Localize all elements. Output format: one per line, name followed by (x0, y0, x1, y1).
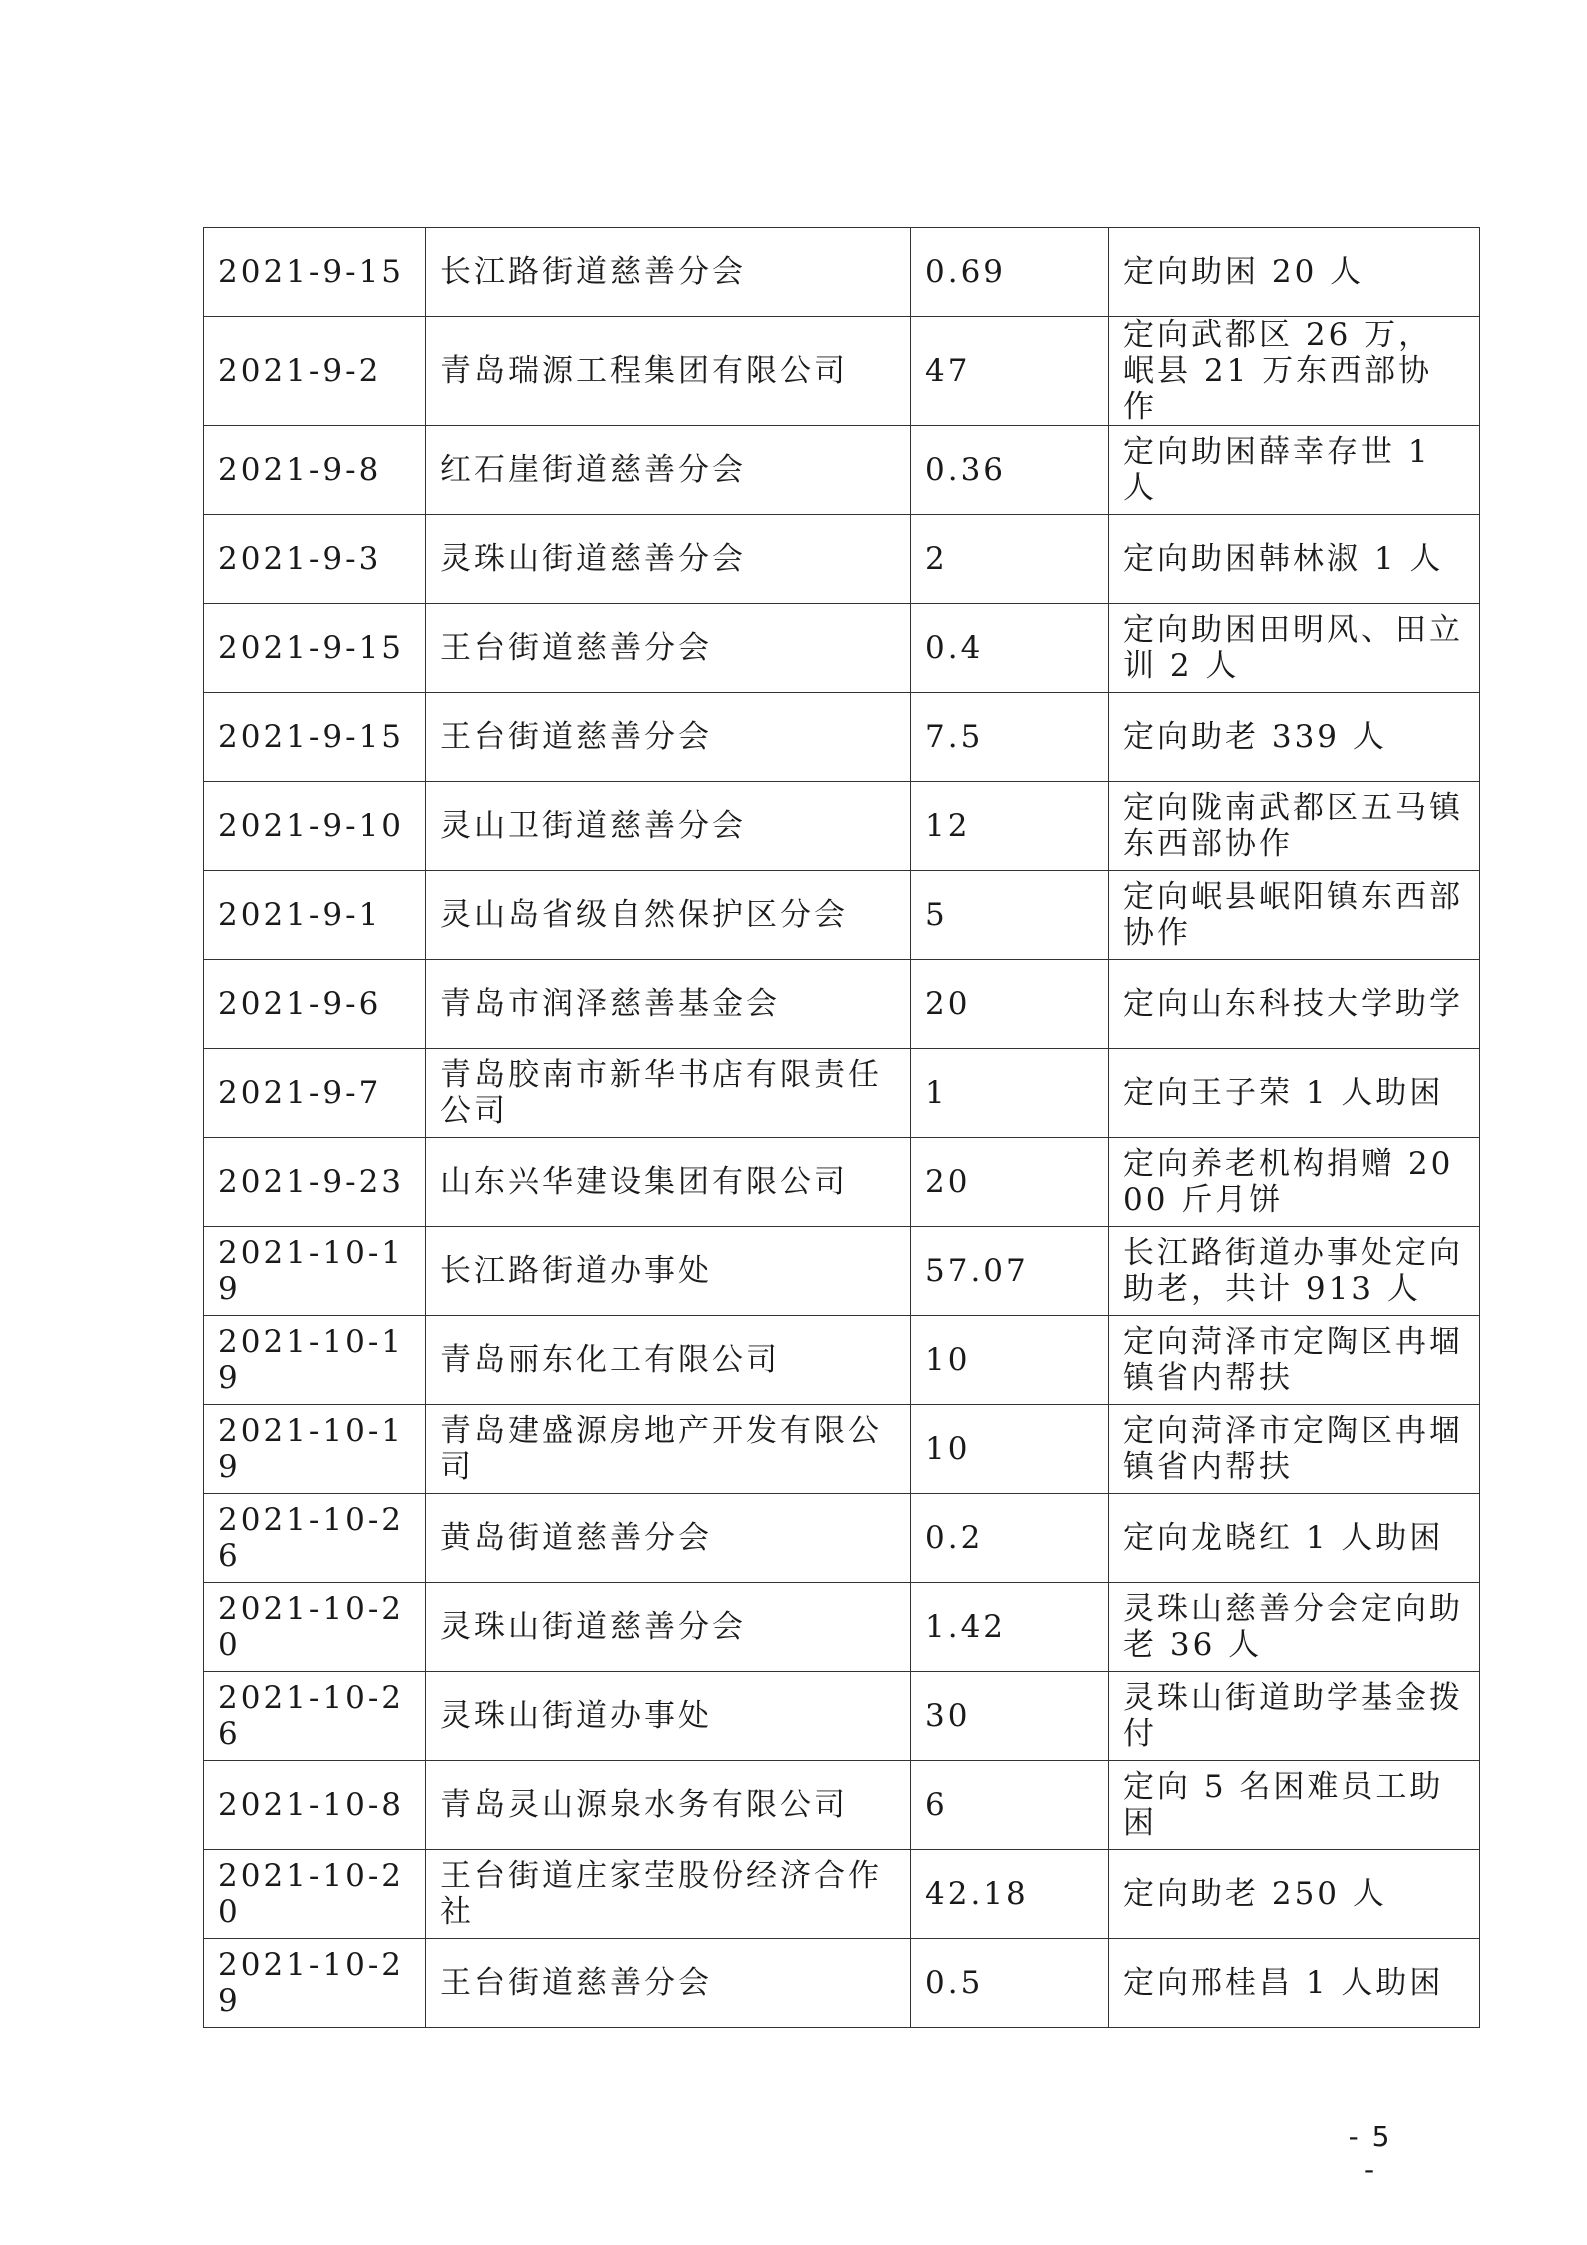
donor-cell: 灵山岛省级自然保护区分会 (426, 871, 911, 960)
date-cell: 2021-10-19 (204, 1405, 426, 1494)
purpose-cell: 定向王子荣 1 人助困 (1109, 1049, 1480, 1138)
amount-cell: 1.42 (911, 1583, 1109, 1672)
table-row (204, 515, 1480, 604)
date-cell: 2021-9-10 (204, 782, 426, 871)
page-number: - 5 - (1348, 2120, 1392, 2186)
table-row (204, 426, 1480, 515)
table-row (204, 1138, 1480, 1227)
donor-cell: 长江路街道办事处 (426, 1227, 911, 1316)
purpose-cell: 长江路街道办事处定向助老，共计 913 人 (1109, 1227, 1480, 1316)
date-cell: 2021-10-19 (204, 1316, 426, 1405)
donor-cell: 灵珠山街道慈善分会 (426, 1583, 911, 1672)
table-row (204, 1405, 1480, 1494)
date-cell: 2021-10-26 (204, 1494, 426, 1583)
amount-cell: 42.18 (911, 1850, 1109, 1939)
purpose-cell: 定向助困 20 人 (1109, 228, 1480, 317)
table-row (204, 1939, 1480, 2028)
donor-cell: 青岛胶南市新华书店有限责任公司 (426, 1049, 911, 1138)
purpose-cell: 定向菏泽市定陶区冉堌镇省内帮扶 (1109, 1316, 1480, 1405)
donor-cell: 青岛市润泽慈善基金会 (426, 960, 911, 1049)
table-row (204, 1672, 1480, 1761)
amount-cell: 6 (911, 1761, 1109, 1850)
donor-cell: 青岛瑞源工程集团有限公司 (426, 317, 911, 426)
purpose-cell: 定向助老 250 人 (1109, 1850, 1480, 1939)
amount-cell: 0.36 (911, 426, 1109, 515)
amount-cell: 20 (911, 960, 1109, 1049)
amount-cell: 20 (911, 1138, 1109, 1227)
purpose-cell: 定向陇南武都区五马镇东西部协作 (1109, 782, 1480, 871)
purpose-cell: 灵珠山慈善分会定向助老 36 人 (1109, 1583, 1480, 1672)
table-row (204, 1227, 1480, 1316)
date-cell: 2021-10-26 (204, 1672, 426, 1761)
donor-cell: 红石崖街道慈善分会 (426, 426, 911, 515)
purpose-cell: 定向邢桂昌 1 人助困 (1109, 1939, 1480, 2028)
donor-cell: 青岛灵山源泉水务有限公司 (426, 1761, 911, 1850)
donor-cell: 王台街道慈善分会 (426, 1939, 911, 2028)
table-row (204, 1049, 1480, 1138)
amount-cell: 10 (911, 1405, 1109, 1494)
amount-cell: 5 (911, 871, 1109, 960)
date-cell: 2021-9-23 (204, 1138, 426, 1227)
amount-cell: 0.5 (911, 1939, 1109, 2028)
amount-cell: 10 (911, 1316, 1109, 1405)
donor-cell: 青岛丽东化工有限公司 (426, 1316, 911, 1405)
donation-table-body (204, 228, 1480, 2028)
table-row (204, 604, 1480, 693)
table-row (204, 1583, 1480, 1672)
purpose-cell: 定向武都区 26 万，岷县 21 万东西部协作 (1109, 317, 1480, 426)
table-row (204, 1850, 1480, 1939)
donor-cell: 黄岛街道慈善分会 (426, 1494, 911, 1583)
purpose-cell: 定向岷县岷阳镇东西部协作 (1109, 871, 1480, 960)
amount-cell: 0.2 (911, 1494, 1109, 1583)
amount-cell: 30 (911, 1672, 1109, 1761)
date-cell: 2021-10-8 (204, 1761, 426, 1850)
purpose-cell: 灵珠山街道助学基金拨付 (1109, 1672, 1480, 1761)
donor-cell: 王台街道慈善分会 (426, 693, 911, 782)
date-cell: 2021-9-15 (204, 228, 426, 317)
donor-cell: 长江路街道慈善分会 (426, 228, 911, 317)
purpose-cell: 定向养老机构捐赠 2000 斤月饼 (1109, 1138, 1480, 1227)
date-cell: 2021-9-8 (204, 426, 426, 515)
date-cell: 2021-9-15 (204, 693, 426, 782)
purpose-cell: 定向助困韩林淑 1 人 (1109, 515, 1480, 604)
donor-cell: 灵山卫街道慈善分会 (426, 782, 911, 871)
table-row (204, 871, 1480, 960)
date-cell: 2021-9-15 (204, 604, 426, 693)
purpose-cell: 定向助老 339 人 (1109, 693, 1480, 782)
amount-cell: 0.4 (911, 604, 1109, 693)
date-cell: 2021-9-6 (204, 960, 426, 1049)
date-cell: 2021-10-29 (204, 1939, 426, 2028)
date-cell: 2021-9-1 (204, 871, 426, 960)
purpose-cell: 定向山东科技大学助学 (1109, 960, 1480, 1049)
date-cell: 2021-9-2 (204, 317, 426, 426)
purpose-cell: 定向龙晓红 1 人助困 (1109, 1494, 1480, 1583)
amount-cell: 12 (911, 782, 1109, 871)
table-row (204, 228, 1480, 317)
purpose-cell: 定向助困田明风、田立训 2 人 (1109, 604, 1480, 693)
date-cell: 2021-10-19 (204, 1227, 426, 1316)
donor-cell: 王台街道慈善分会 (426, 604, 911, 693)
donor-cell: 青岛建盛源房地产开发有限公司 (426, 1405, 911, 1494)
amount-cell: 2 (911, 515, 1109, 604)
purpose-cell: 定向助困薛幸存世 1 人 (1109, 426, 1480, 515)
donation-table (203, 227, 1480, 2028)
donor-cell: 王台街道庄家茔股份经济合作社 (426, 1850, 911, 1939)
table-row (204, 1761, 1480, 1850)
table-row (204, 960, 1480, 1049)
date-cell: 2021-10-20 (204, 1850, 426, 1939)
amount-cell: 47 (911, 317, 1109, 426)
table-row (204, 1316, 1480, 1405)
amount-cell: 0.69 (911, 228, 1109, 317)
date-cell: 2021-9-7 (204, 1049, 426, 1138)
table-row (204, 693, 1480, 782)
amount-cell: 7.5 (911, 693, 1109, 782)
donor-cell: 灵珠山街道办事处 (426, 1672, 911, 1761)
table-row (204, 1494, 1480, 1583)
table-row (204, 317, 1480, 426)
donor-cell: 山东兴华建设集团有限公司 (426, 1138, 911, 1227)
purpose-cell: 定向 5 名困难员工助困 (1109, 1761, 1480, 1850)
amount-cell: 1 (911, 1049, 1109, 1138)
donor-cell: 灵珠山街道慈善分会 (426, 515, 911, 604)
table-row (204, 782, 1480, 871)
date-cell: 2021-9-3 (204, 515, 426, 604)
date-cell: 2021-10-20 (204, 1583, 426, 1672)
amount-cell: 57.07 (911, 1227, 1109, 1316)
purpose-cell: 定向菏泽市定陶区冉堌镇省内帮扶 (1109, 1405, 1480, 1494)
